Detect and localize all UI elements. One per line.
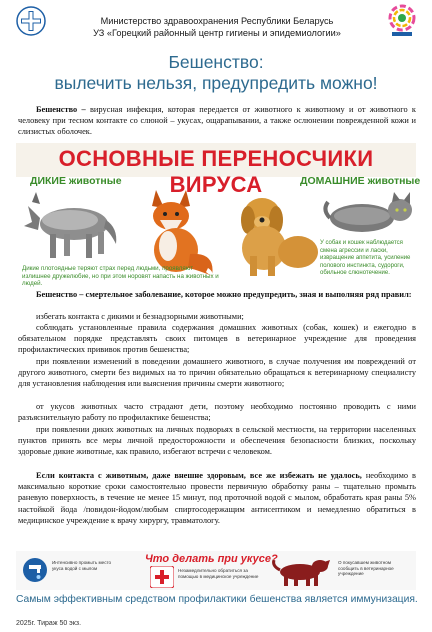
bite-question: Что делать при укусе? xyxy=(145,553,278,565)
prevention-lead-text: Бешенство – смертельное заболевание, которое можно предупредить, зная и выполняя ряд правил: xyxy=(36,290,412,299)
dog-icon xyxy=(222,186,322,278)
bite-step-vet: О покусавшем животном сообщить в ветеринарное учреждение xyxy=(338,560,394,577)
imprint: 2025г. Тираж 50 экз. xyxy=(16,620,82,627)
rule-2: соблюдать установленные правила содержания домашних животных (собак, кошек) и ежегодно в обязательном порядке представлять своих питомцев в ветеринарное учреждение для проведения профилактических прививок против бешенства; xyxy=(18,323,416,355)
water-tap-icon xyxy=(22,557,48,583)
rule-3: при появлении изменений в поведении домашнего животного, в случае получения им повреждений от другого животного, смерти без видимых на то причин обязательно обращаться к ветеринарному специалисту для установления наблюдения или выяснения причины смерти животного; xyxy=(18,357,416,389)
contact-text: необходимо в максимально короткие сроки самостоятельно провести первичную обработку раны – тщательно промыть раневую поверхность, в течение не менее 15 минут, под проточной водой с мылом, обработать края раны 5% настойкой йода /повидон-йодом/любым спиртосодержащим антисептиком и немедленно обратиться в медицинское учреждение к врачу хирургу, травматологу. xyxy=(18,471,417,525)
rule-1: избегать контакта с дикими и безнадзорными животными; xyxy=(36,312,244,321)
intro-text: вирусная инфекция, которая передается от животного к животному и от животного к человеку при тесном контакте со слюной – укусах, ощарапывании, а также ослюнении поврежденной кожи и слизистых оболочек. xyxy=(18,105,416,137)
dog-silhouette-icon xyxy=(270,556,332,586)
intro-term: Бешенство – xyxy=(36,105,86,114)
health-program-logo-icon xyxy=(386,4,418,38)
bite-step-wash: Интенсивно промыть место укуса водой с мылом xyxy=(52,560,112,571)
contact-bold: Если контакта с животным, даже внешне здоровым, все же избежать не удалось, xyxy=(36,471,362,480)
wild-animals-caption: Дикие плотоядные теряют страх перед людьми, проявляют излишнее дружелюбие, но при этом норовят напасть на животных и людей. xyxy=(22,265,219,287)
intro-paragraph xyxy=(18,104,416,138)
ministry-name: Министерство здравоохранения Республики Беларусь xyxy=(100,16,334,26)
prevention-slogan: Самым эффективным средством профилактики бешенства является иммунизация. xyxy=(16,594,418,605)
doctor-cross-icon xyxy=(150,566,174,588)
bite-step-hospital: Незамедлительно обратиться за помощью в медицинское учреждение xyxy=(178,568,259,579)
banner-title: ОСНОВНЫЕ ПЕРЕНОСЧИКИ ВИРУСА xyxy=(58,146,374,197)
cat-icon xyxy=(322,190,416,238)
wild-animals-label: ДИКИЕ животные xyxy=(30,175,122,187)
page-title-line-2: вылечить нельзя, предупредить можно! xyxy=(54,73,378,93)
domestic-animals-label: ДОМАШНИЕ животные xyxy=(300,175,421,187)
center-name: УЗ «Горецкий районный центр гигиены и эпидемиологии» xyxy=(93,28,341,38)
prevention-lead xyxy=(18,289,416,300)
contact-paragraph xyxy=(18,470,416,526)
rule-4: от укусов животных часто страдают дети, поэтому необходимо постоянно проводить с ними разъяснительную работу по профилактике бешенства; xyxy=(18,402,416,423)
page-title-line-1: Бешенство: xyxy=(168,52,264,72)
rule-5: при появлении диких животных на личных подворьях в сельской местности, на территории населенных пунктов принять все меры личной предосторожности и обеспечения безопасности близких, поскольку здоровые дикие животные, как правило, избегают встречи с человеком. xyxy=(18,425,416,457)
ministry-logo-icon xyxy=(16,6,46,36)
domestic-animals-caption: У собак и кошек наблюдается смена агрессии и ласки, извращение аппетита, усиление полового инстинкта, судороги, обильное слюнотечение. xyxy=(320,240,411,276)
wolf-icon xyxy=(22,188,120,260)
